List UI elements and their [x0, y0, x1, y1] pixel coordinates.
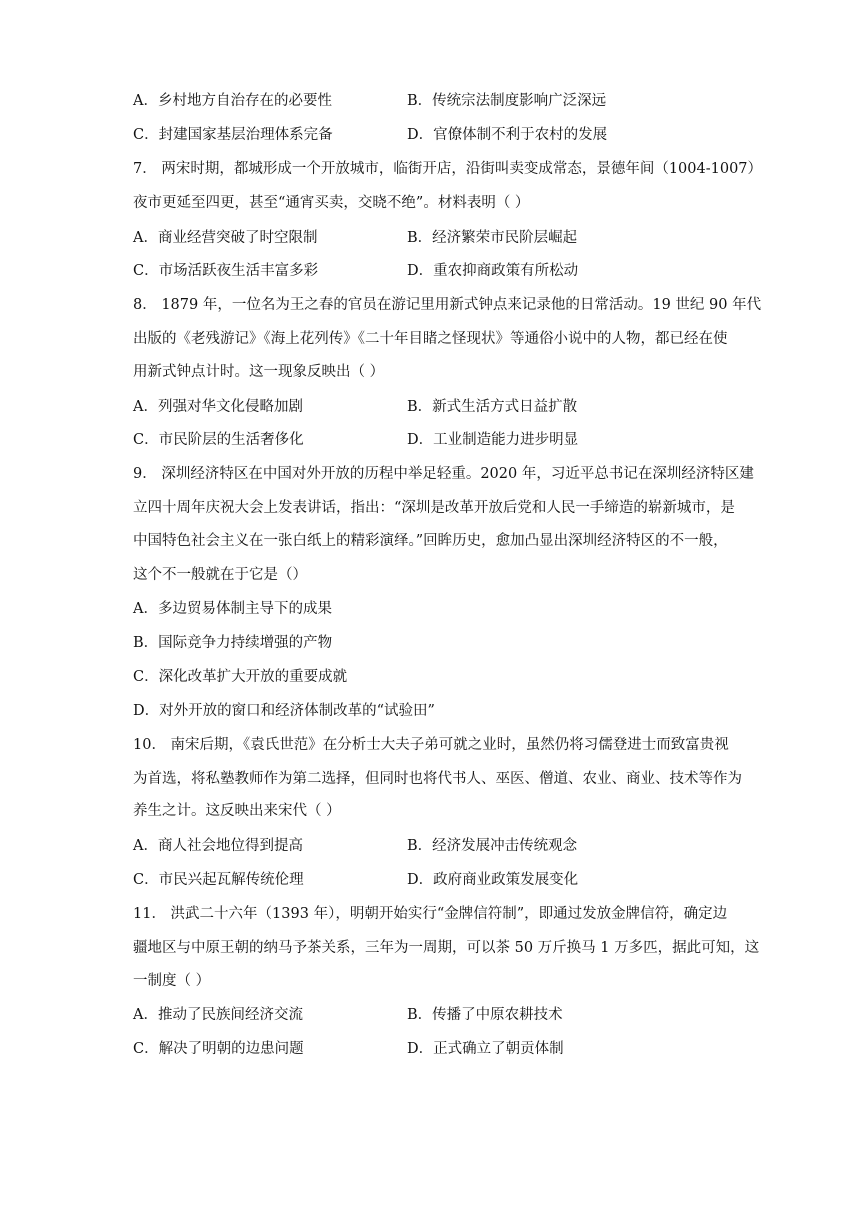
q8-option-b: B．新式生活方式日益扩散 — [407, 399, 578, 415]
q7-option-c: C．市场活跃夜生活丰富多彩 — [133, 263, 319, 279]
q10-option-b: B．经济发展冲击传统观念 — [407, 838, 578, 854]
q10-option-c: C．市民兴起瓦解传统伦理 — [133, 872, 304, 888]
q8-option-c: C．市民阶层的生活奢侈化 — [133, 432, 304, 448]
q9-stem-line: 立四十周年庆祝大会上发表讲话，指出：“深圳是改革开放后党和人民一手缔造的崭新城市，是 — [133, 500, 735, 516]
q6-option-d: D．官僚体制不利于农村的发展 — [407, 127, 608, 143]
q11-stem-line: 一制度（ ） — [133, 973, 211, 989]
q10-stem-line: 养生之计。这反映出来宋代（ ） — [133, 803, 341, 819]
q11-option-b: B．传播了中原农耕技术 — [407, 1007, 563, 1023]
q9-option-d: D．对外开放的窗口和经济体制改革的“试验田” — [133, 703, 435, 719]
q7-stem-line: 夜市更延至四更，甚至“通宵买卖，交晓不绝”。材料表明（ ） — [133, 195, 530, 211]
q10-option-d: D．政府商业政策发展变化 — [407, 872, 579, 888]
q8-stem-line: 用新式钟点计时。这一现象反映出（ ） — [133, 364, 385, 380]
q6-option-b: B．传统宗法制度影响广泛深远 — [407, 93, 607, 109]
q8-option-a: A．列强对华文化侵略加剧 — [133, 399, 303, 415]
q9-option-b: B．国际竞争力持续增强的产物 — [133, 635, 333, 651]
q7-option-a: A．商业经营突破了时空限制 — [133, 230, 318, 246]
q7-stem-line: 7． 两宋时期，都城形成一个开放城市，临街开店，沿街叫卖变成常态，景德年间（1004-1007） — [133, 161, 763, 177]
q6-option-a: A．乡村地方自治存在的必要性 — [133, 93, 332, 109]
q6-option-c: C．封建国家基层治理体系完备 — [133, 127, 333, 143]
q11-stem-line: 疆地区与中原王朝的纳马予茶关系，三年为一周期，可以茶 50 万斤换马 1 万多匹，据此可知，这 — [133, 940, 760, 956]
q8-stem-line: 出版的《老残游记》《海上花列传》《二十年目睹之怪现状》等通俗小说中的人物，都已经在使 — [133, 331, 728, 347]
q9-stem-line: 这个不一般就在于它是（） — [133, 567, 307, 583]
q9-stem-line: 中国特色社会主义在一张白纸上的精彩演绎。”回眸历史，愈加凸显出深圳经济特区的不一般， — [133, 533, 728, 549]
q8-stem-line: 8． 1879 年，一位名为王之春的官员在游记里用新式钟点来记录他的日常活动。19 世纪 90 年代 — [133, 297, 762, 313]
q9-option-c: C．深化改革扩大开放的重要成就 — [133, 669, 348, 685]
q9-stem-line: 9． 深圳经济特区在中国对外开放的历程中举足轻重。2020 年，习近平总书记在深圳经济特区建 — [133, 466, 754, 482]
q11-option-a: A．推动了民族间经济交流 — [133, 1007, 303, 1023]
q9-option-a: A．多边贸易体制主导下的成果 — [133, 601, 332, 617]
q8-option-d: D．工业制造能力进步明显 — [407, 432, 579, 448]
q7-option-b: B．经济繁荣市民阶层崛起 — [407, 230, 578, 246]
q7-option-d: D．重农抑商政策有所松动 — [407, 263, 579, 279]
q10-stem-line: 为首选，将私塾教师作为第二选择，但同时也将代书人、巫医、僧道、农业、商业、技术等作为 — [133, 771, 742, 787]
q11-option-c: C．解决了明朝的边患问题 — [133, 1041, 304, 1057]
q11-option-d: D．正式确立了朝贡体制 — [407, 1041, 564, 1057]
q10-option-a: A．商人社会地位得到提高 — [133, 838, 303, 854]
q10-stem-line: 10． 南宋后期，《袁氏世范》在分析士大夫子弟可就之业时，虽然仍将习儒登进士而致富贵视 — [133, 737, 729, 753]
q11-stem-line: 11． 洪武二十六年（1393 年），明朝开始实行“金牌信符制”，即通过发放金牌信符，确定边 — [133, 906, 728, 922]
